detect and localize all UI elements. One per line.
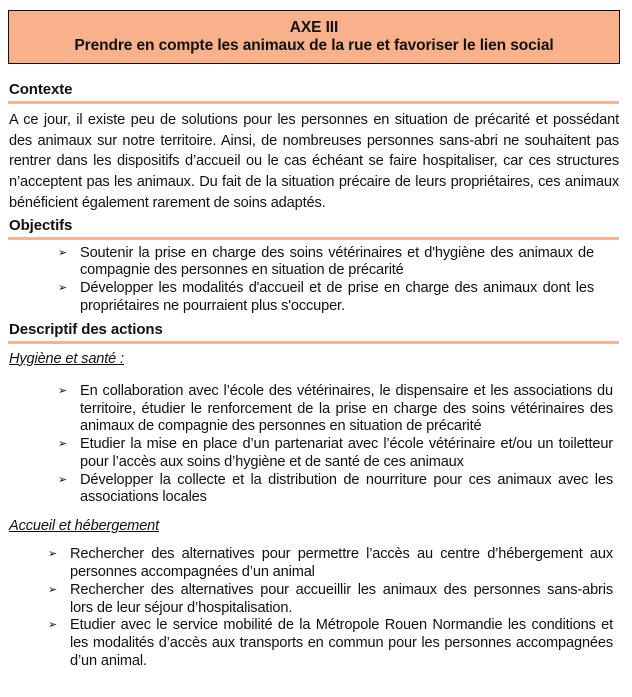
axe-title: Prendre en compte les animaux de la rue et favoriser le lien social	[74, 37, 554, 54]
axe-title-box	[8, 10, 620, 64]
arrow-bullet-icon: ➢	[48, 548, 58, 561]
objectifs-list	[8, 245, 594, 316]
arrow-bullet-icon: ➢	[58, 282, 68, 295]
arrow-bullet-icon: ➢	[58, 246, 68, 259]
axe-label: AXE III	[289, 19, 339, 36]
hygiene-list	[8, 383, 613, 508]
list-item: ➢ Soutenir la prise en charge des soins vétérinaires et d'hygiène des animaux de compagnie des personnes en situation de précarité	[58, 244, 594, 279]
accueil-list	[8, 546, 613, 671]
arrow-bullet-icon: ➢	[48, 619, 58, 632]
section-heading-descriptif: Descriptif des actions	[8, 321, 619, 344]
list-item: ➢ Rechercher des alternatives pour permettre l’accès au centre d’hébergement aux personnes accompagnées d’un animal	[48, 546, 613, 581]
subheading-accueil: Accueil et hébergement	[9, 518, 160, 535]
list-item: ➢ En collaboration avec l’école des vétérinaires, le dispensaire et les associations du territoire, étudier le renforcement de la prise en charge des soins vétérinaires des animaux de compagnie des personnes en situation de précarité	[58, 382, 613, 435]
arrow-bullet-icon: ➢	[58, 438, 68, 451]
list-item: ➢ Etudier la mise en place d’un partenariat avec l’école vétérinaire et/ou un toiletteur pour l’accès aux soins d’hygiène et de santé de ces animaux	[58, 436, 613, 470]
list-item: ➢ Etudier avec le service mobilité de la Métropole Rouen Normandie les conditions et les modalités d’accès aux transports en commun pour les personnes accompagnées d’un animal.	[48, 617, 613, 670]
subheading-hygiene: Hygiène et santé :	[9, 350, 124, 367]
list-item: ➢ Développer la collecte et la distribution de nourriture pour ces animaux avec les associations locales	[58, 471, 613, 506]
section-heading-contexte: Contexte	[8, 81, 619, 104]
arrow-bullet-icon: ➢	[58, 384, 68, 397]
arrow-bullet-icon: ➢	[58, 473, 68, 486]
arrow-bullet-icon: ➢	[48, 583, 58, 596]
contexte-paragraph: A ce jour, il existe peu de solutions pour les personnes en situation de précarité et possédant des animaux sur notre territoire. Ainsi, de nombreuses personnes sans-abri ne souhaitent pas rentrer dans les dispositifs d’accueil ou le cas échéant se faire hospitaliser, car ces structures n’acceptent pas les animaux. Du fait de la situation précaire de leurs propriétaires, ces animaux bénéficient également rarement de soins adaptés.	[9, 112, 619, 211]
list-item: ➢ Développer les modalités d'accueil et de prise en charge des animaux dont les propriétaires ne pourraient plus s'occuper.	[58, 280, 594, 314]
document-page	[8, 10, 619, 671]
list-item: ➢ Rechercher des alternatives pour accueillir les animaux des personnes sans-abris lors de leur séjour d’hospitalisation.	[48, 581, 613, 616]
section-heading-objectifs: Objectifs	[8, 217, 619, 240]
